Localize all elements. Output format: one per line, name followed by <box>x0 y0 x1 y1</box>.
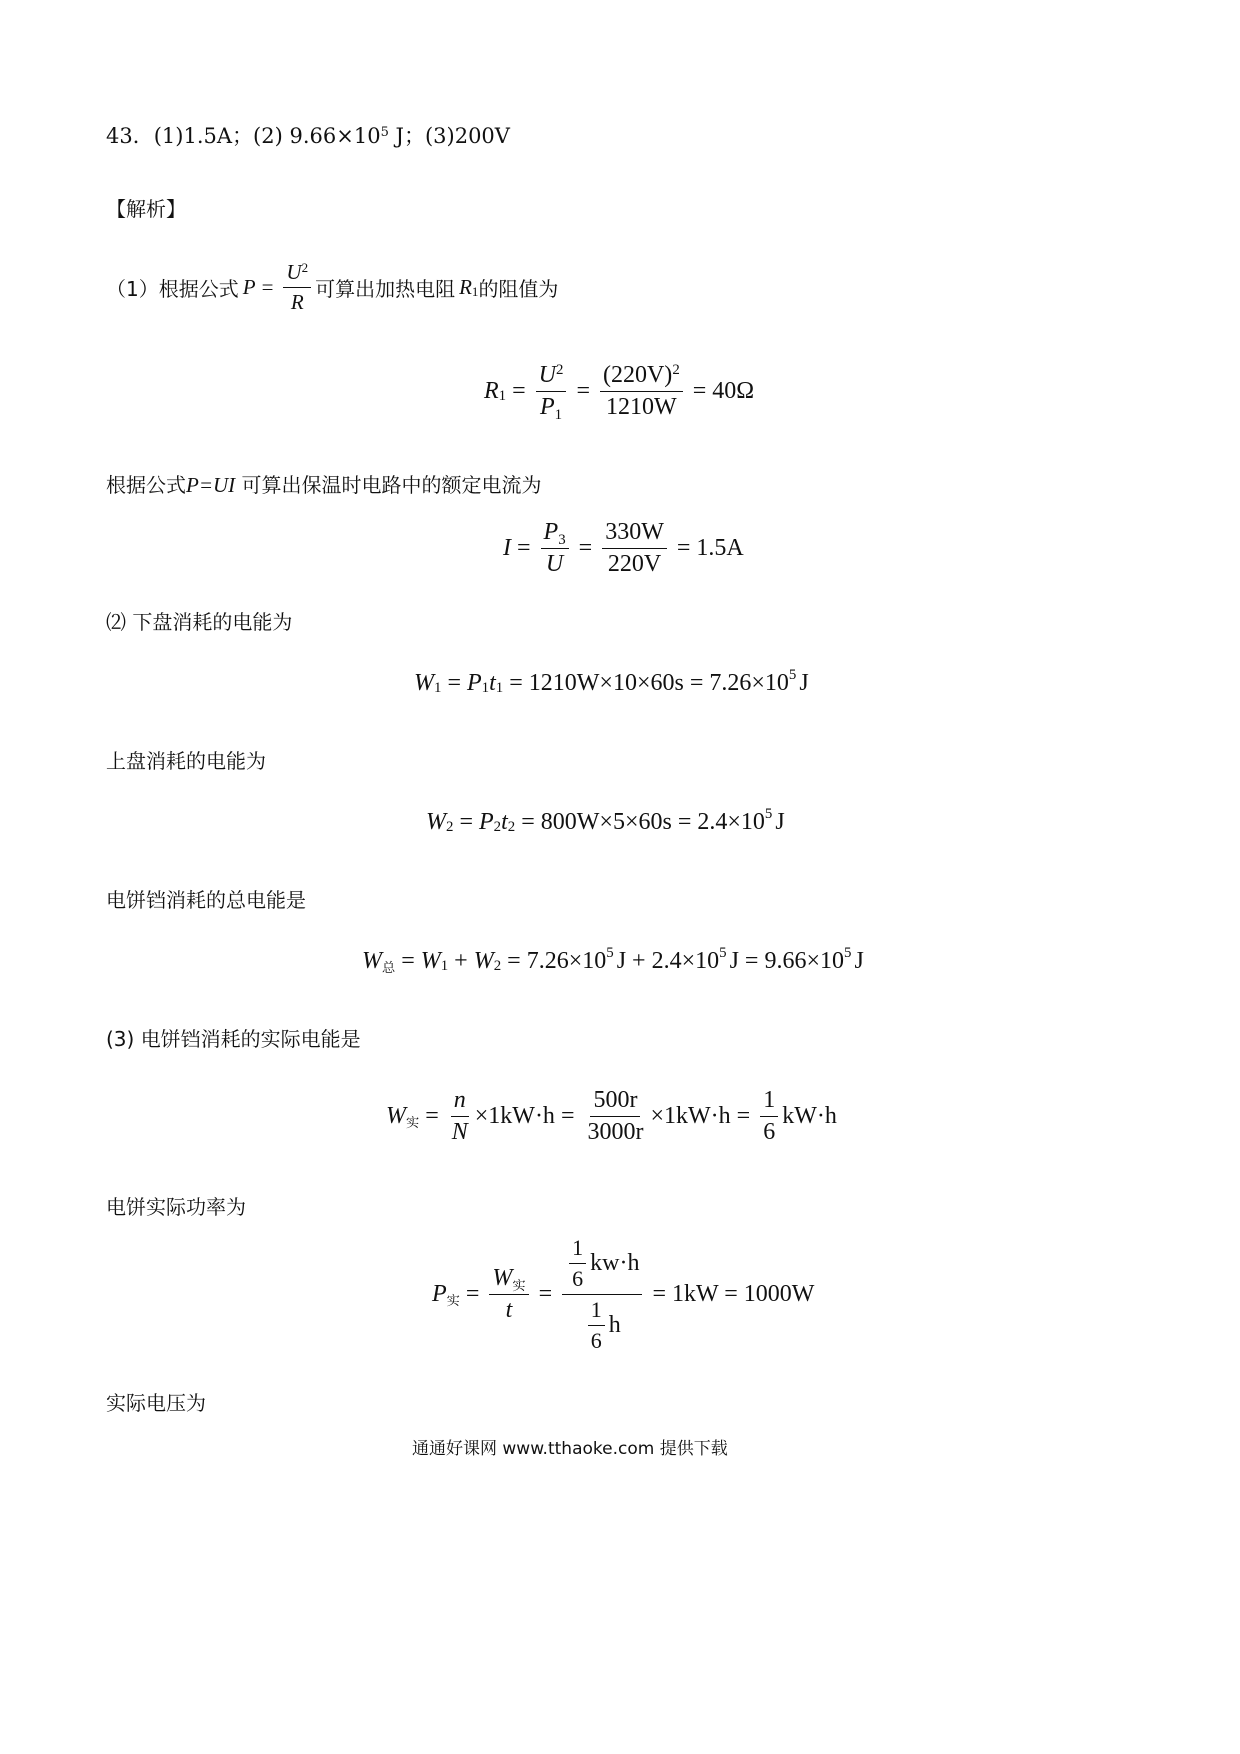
part3-line2: 电饼实际功率为 <box>106 1195 246 1219</box>
part2-line2: 上盘消耗的电能为 <box>106 749 266 773</box>
equation-p-actual: P 实 = $\frac{\text{W实}}{t}$ = $\frac{1}{6}$ kw·h $\frac{1}{6}$ h = 1kW = 1000W <box>432 1235 815 1353</box>
part2-line3: 电饼铛消耗的总电能是 <box>106 888 306 912</box>
equation-w1: W 1 = P 1 t 1 = 1210W×10×60s = 7.26×10 5 J <box>414 666 809 697</box>
equation-r1: R 1 = $\frac{U^2}{P_1}$ = $\frac{(220V)^2}{1210W}$ = 40Ω <box>484 361 755 424</box>
equation-w-actual: W 实 = $\frac{n}{N}$ ×1kW·h = $\frac{500r}{3000r}$ ×1kW·h = $\frac{1}{6}$ kW·h <box>386 1087 837 1145</box>
equation-w-total: W 总 = W 1 + W 2 = 7.26×10 5 J + 2.4×10 5 J = 9.66×10 5 J <box>362 944 864 976</box>
answer-line <box>106 124 510 149</box>
part2-intro: ⑵ 下盘消耗的电能为 <box>106 610 293 634</box>
question-number: 43． <box>106 124 154 148</box>
equation-w2: W 2 = P 2 t 2 = 800W×5×60s = 2.4×10 5 J <box>426 805 785 836</box>
answer-part3: (3)200V <box>424 124 510 148</box>
part3-line3: 实际电压为 <box>106 1391 206 1415</box>
inline-fraction-u2-over-r: $\frac{U^2}{R}$ <box>283 260 311 315</box>
answer-separator: ； <box>403 124 425 148</box>
part1-line2: 根据公式P=UI 可算出保温时电路中的额定电流为 <box>106 473 542 497</box>
compound-fraction: $\frac{1}{6}$ kw·h $\frac{1}{6}$ h <box>562 1235 642 1354</box>
answer-part2-value: $9.66\times 10^5$ J <box>289 124 404 148</box>
part1-intro: （1）根据公式 P = $\frac{U^2}{R}$ 可算出加热电阻 R 1 的阻值为 <box>106 259 559 314</box>
equation-current: I = $\frac{P_3}{U}$ = $\frac{330W}{220V}$ = 1.5A <box>503 519 744 577</box>
answer-part2-label: (2) <box>253 124 283 148</box>
analysis-heading: 【解析】 <box>106 197 186 221</box>
answer-part1: (1)1.5A； <box>153 124 254 148</box>
page-footer: 通通好课网 www.tthaoke.com 提供下载 <box>412 1439 728 1459</box>
part3-intro: (3) 电饼铛消耗的实际电能是 <box>106 1027 361 1051</box>
